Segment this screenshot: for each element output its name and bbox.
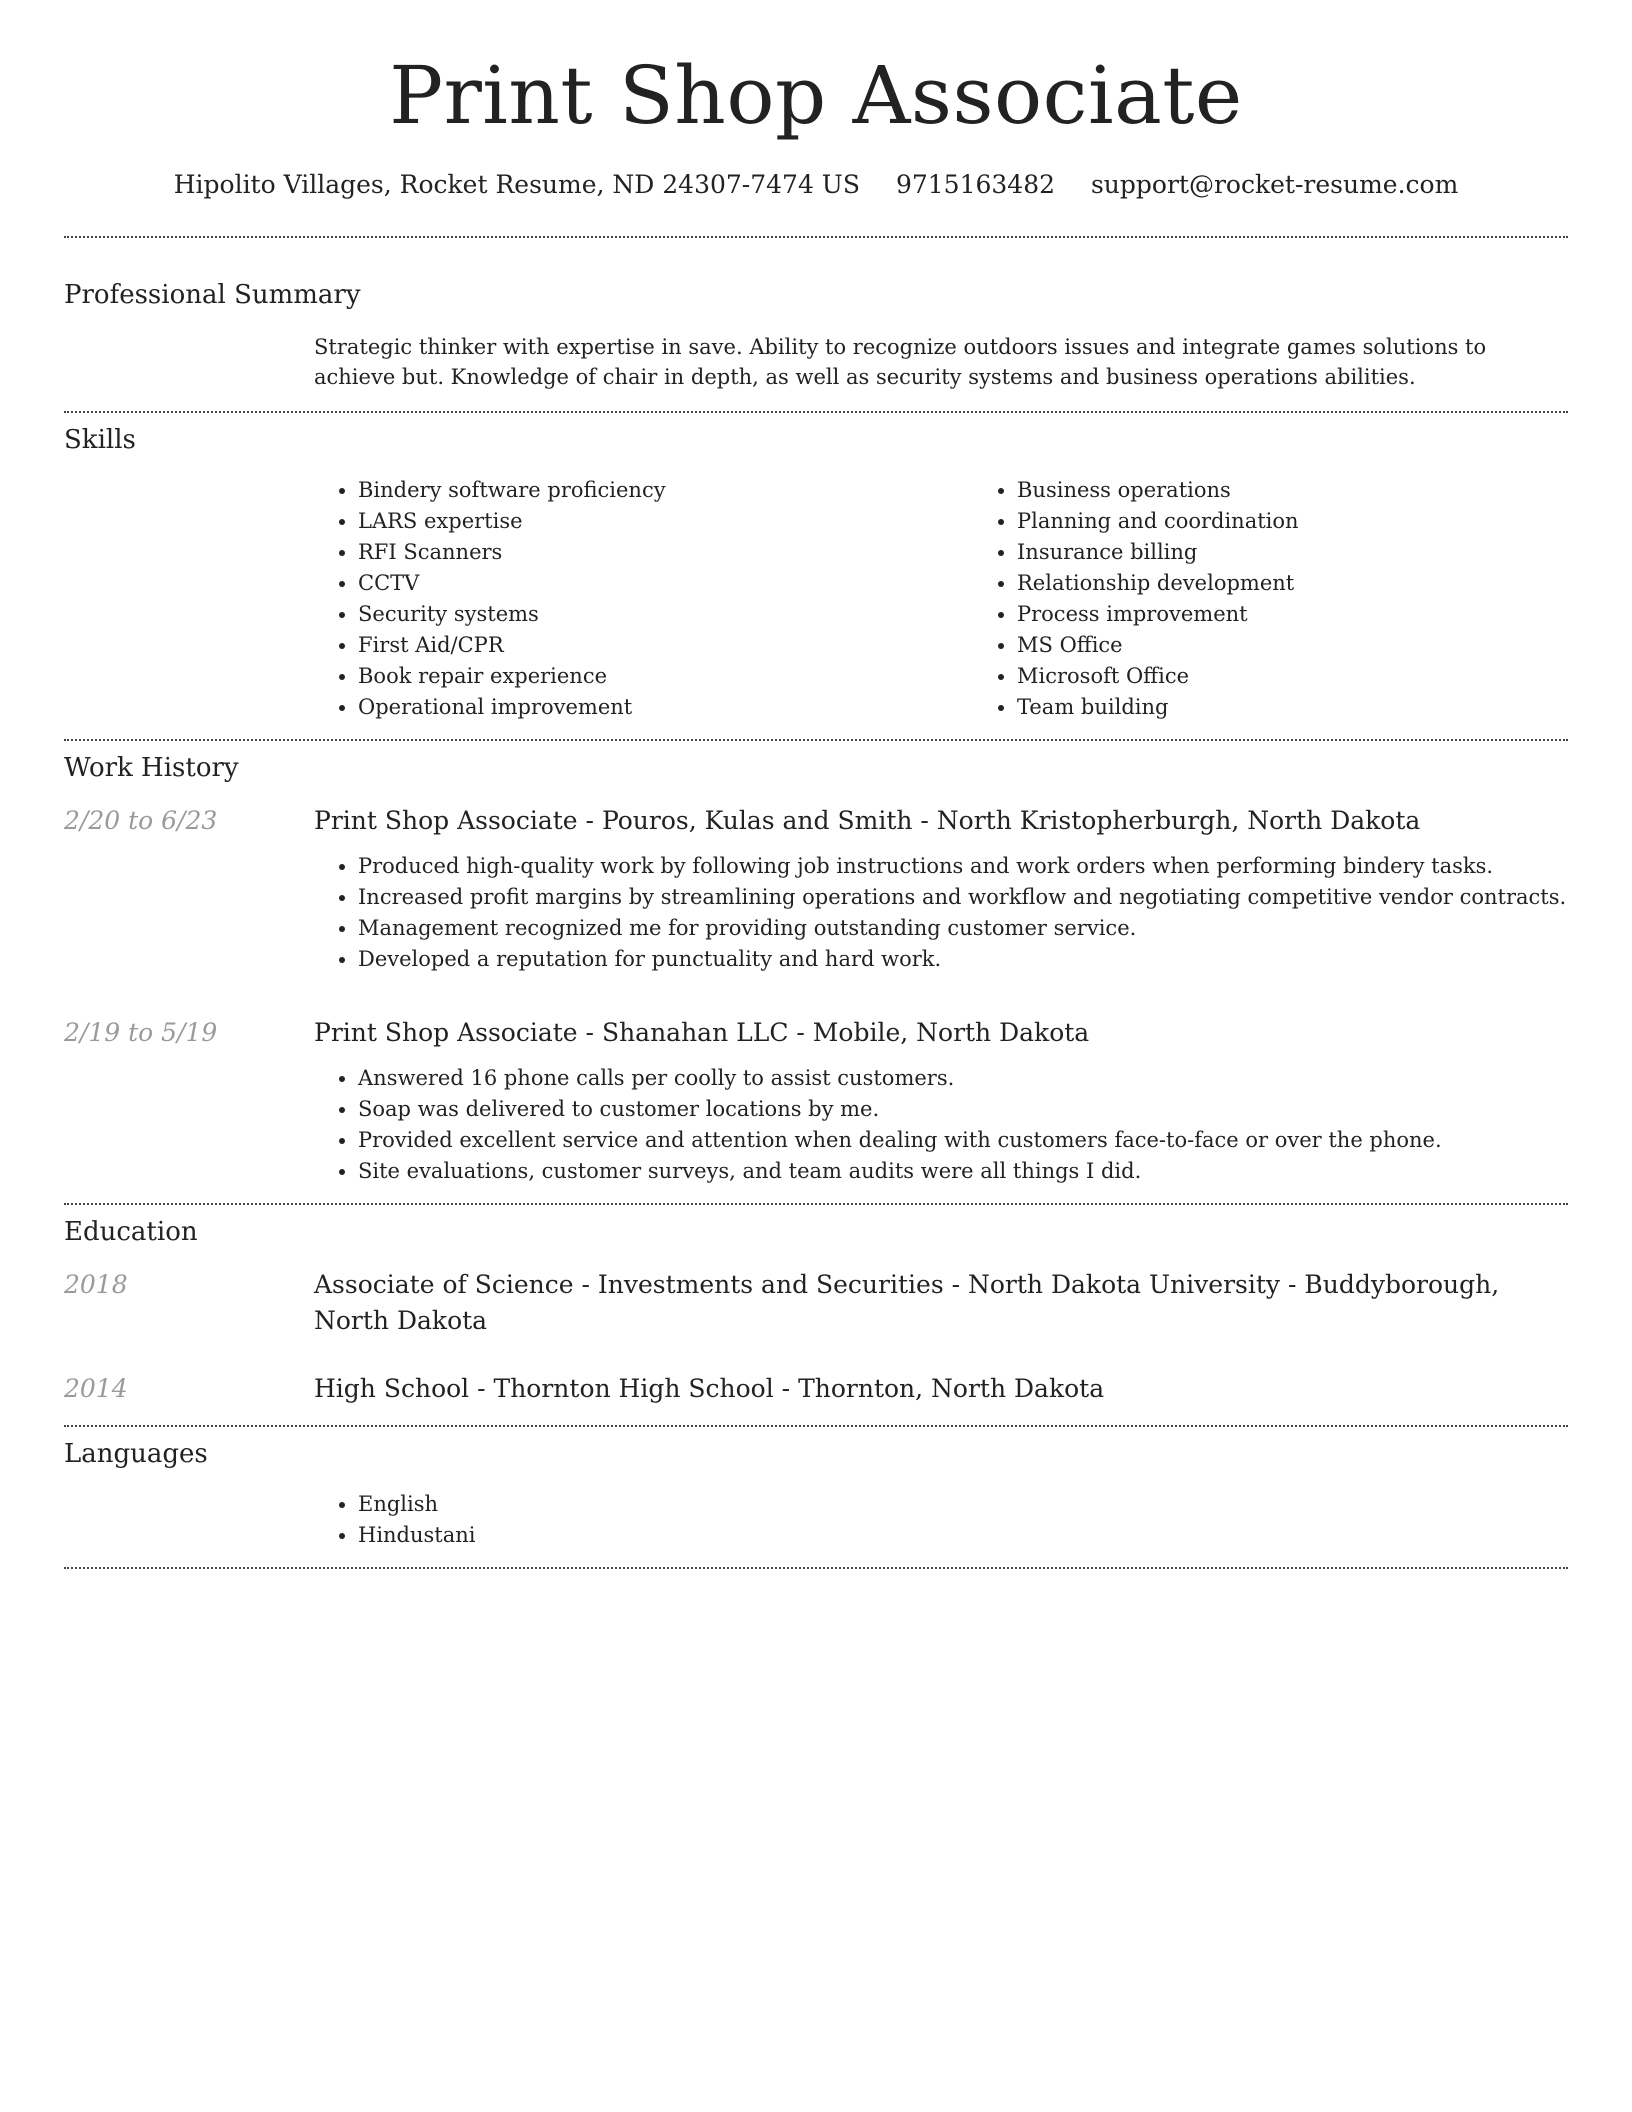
list-item: • Produced high-quality work by following job instructions and work orders when performing bindery tasks.: [358, 851, 1568, 882]
list-item: • Business operations: [1017, 475, 1632, 506]
list-item: • Soap was delivered to customer locations by me.: [358, 1094, 1568, 1125]
languages-title: Languages: [64, 1439, 208, 1469]
list-item: • Bindery software proficiency: [358, 475, 973, 506]
job-bullets: [314, 1063, 1568, 1187]
education-title: Education: [64, 1217, 198, 1247]
summary-title: Professional Summary: [64, 280, 361, 310]
list-item: • Site evaluations, customer surveys, and team audits were all things I did.: [358, 1156, 1568, 1187]
list-item: • Management recognized me for providing outstanding customer service.: [358, 913, 1568, 944]
education-school: - North Dakota University - Buddyborough, North Dakota: [314, 1270, 1500, 1335]
list-item: • Relationship development: [1017, 568, 1632, 599]
education-degree: Associate of Science - Investments and Securities: [314, 1270, 944, 1299]
summary-text: Strategic thinker with expertise in save. Ability to recognize outdoors issues and integrate games solutions to achieve but. Knowledge of chair in depth, as well as security systems and business operations abilities.: [314, 335, 1487, 389]
skills-title: Skills: [64, 425, 136, 455]
divider: [64, 411, 1568, 413]
education-year: 2018: [64, 1270, 128, 1299]
list-item: • MS Office: [1017, 630, 1632, 661]
job-dates: 2/20 to 6/23: [64, 806, 218, 835]
skills-row: [64, 475, 1568, 723]
list-item: • RFI Scanners: [358, 537, 973, 568]
list-item: • Insurance billing: [1017, 537, 1632, 568]
list-item: • Book repair experience: [358, 661, 973, 692]
job-entry: [64, 1015, 1568, 1187]
job-heading: Print Shop Associate - Pouros, Kulas and Smith - North Kristopherburgh, North Dakota: [314, 806, 1421, 835]
candidate-name: Print Shop Associate: [389, 49, 1243, 142]
list-item: • English: [358, 1489, 1568, 1520]
phone: 9715163482: [895, 170, 1056, 199]
divider: [64, 1203, 1568, 1205]
list-item: • Answered 16 phone calls per coolly to assist customers.: [358, 1063, 1568, 1094]
skills-column-1: [314, 475, 973, 723]
list-item: • Planning and coordination: [1017, 506, 1632, 537]
address: Hipolito Villages, Rocket Resume, ND 24307-7474 US: [173, 170, 860, 199]
list-item: • LARS expertise: [358, 506, 973, 537]
job-entry: [64, 803, 1568, 975]
education-year: 2014: [64, 1374, 128, 1403]
education-degree: High School: [314, 1374, 470, 1403]
skills-column-2: [973, 475, 1632, 723]
languages-row: [64, 1489, 1568, 1551]
education-entry: [64, 1371, 1568, 1407]
list-item: • Microsoft Office: [1017, 661, 1632, 692]
education-entry: [64, 1267, 1568, 1339]
list-item: • Provided excellent service and attention when dealing with customers face-to-face or over the phone.: [358, 1125, 1568, 1156]
job-heading: Print Shop Associate - Shanahan LLC - Mobile, North Dakota: [314, 1018, 1090, 1047]
list-item: • First Aid/CPR: [358, 630, 973, 661]
work-title: Work History: [64, 753, 239, 783]
skills-list: [314, 475, 1632, 723]
divider: [64, 739, 1568, 741]
list-item: • Developed a reputation for punctuality and hard work.: [358, 944, 1568, 975]
divider: [64, 1425, 1568, 1427]
job-bullets: [314, 851, 1568, 975]
job-dates: 2/19 to 5/19: [64, 1018, 218, 1047]
email: support@rocket-resume.com: [1090, 170, 1459, 199]
divider: [64, 236, 1568, 238]
list-item: • Team building: [1017, 692, 1632, 723]
summary-row: [64, 332, 1568, 392]
list-item: • CCTV: [358, 568, 973, 599]
resume-page: [64, 0, 1568, 1569]
list-item: • Increased profit margins by streamlining operations and workflow and negotiating competitive vendor contracts.: [358, 882, 1568, 913]
list-item: • Security systems: [358, 599, 973, 630]
education-school: - Thornton High School - Thornton, North Dakota: [469, 1374, 1105, 1403]
divider: [64, 1567, 1568, 1569]
list-item: • Process improvement: [1017, 599, 1632, 630]
list-item: • Operational improvement: [358, 692, 973, 723]
list-item: • Hindustani: [358, 1520, 1568, 1551]
contact-line: [64, 170, 1568, 199]
languages-list: [314, 1489, 1568, 1551]
